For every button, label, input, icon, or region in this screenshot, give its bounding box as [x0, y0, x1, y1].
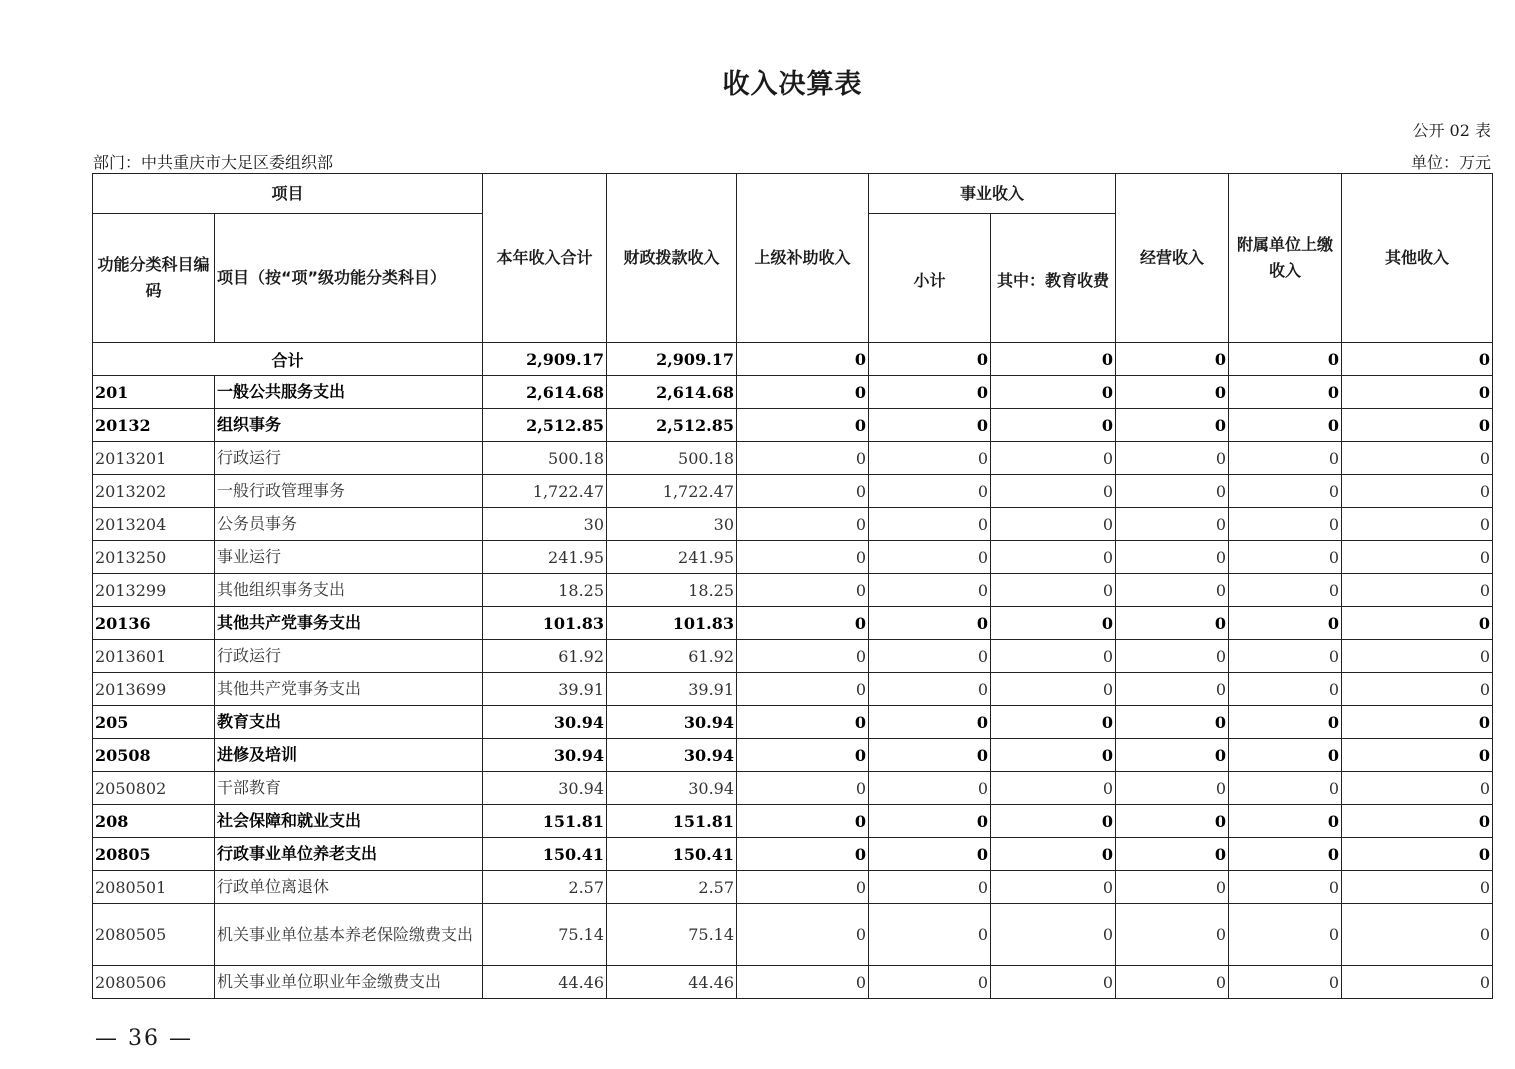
unit-label: 单位：万元: [1410, 153, 1491, 172]
total-value: 2,909.17: [607, 343, 737, 376]
row-value: 0: [869, 673, 991, 706]
row-value: 0: [1229, 574, 1342, 607]
row-name: 教育支出: [215, 706, 483, 739]
row-value: 0: [1229, 706, 1342, 739]
table-row: [93, 772, 1493, 805]
row-value: 0: [737, 772, 869, 805]
row-value: 0: [1229, 541, 1342, 574]
row-value: 241.95: [607, 541, 737, 574]
row-value: 0: [737, 640, 869, 673]
row-value: 0: [1229, 673, 1342, 706]
row-name: 其他共产党事务支出: [215, 673, 483, 706]
department-label: 部门：中共重庆市大足区委组织部: [93, 153, 334, 172]
row-value: 0: [737, 706, 869, 739]
header-fiscal: 财政拨款收入: [607, 174, 737, 343]
row-value: 0: [737, 376, 869, 409]
row-value: 151.81: [607, 805, 737, 838]
table-row: [93, 607, 1493, 640]
header-business: 事业收入: [869, 174, 1116, 214]
table-row: [93, 904, 1493, 966]
table-row: [93, 805, 1493, 838]
row-code: 20508: [93, 739, 215, 772]
header-superior: 上级补助收入: [737, 174, 869, 343]
row-value: 0: [1229, 904, 1342, 966]
row-value: 0: [1342, 475, 1493, 508]
row-value: 0: [1342, 706, 1493, 739]
header-operating: 经营收入: [1116, 174, 1229, 343]
row-value: 0: [1342, 541, 1493, 574]
row-value: 18.25: [607, 574, 737, 607]
row-value: 0: [737, 739, 869, 772]
row-value: 0: [869, 574, 991, 607]
row-value: 0: [1342, 574, 1493, 607]
row-value: 0: [869, 442, 991, 475]
row-value: 500.18: [607, 442, 737, 475]
table-row: [93, 574, 1493, 607]
row-value: 0: [737, 805, 869, 838]
table-row: [93, 541, 1493, 574]
row-value: 0: [991, 739, 1116, 772]
income-table: [92, 173, 1493, 999]
row-value: 30.94: [607, 706, 737, 739]
row-value: 150.41: [483, 838, 607, 871]
row-name: 行政运行: [215, 640, 483, 673]
row-value: 0: [737, 409, 869, 442]
row-value: 0: [1229, 966, 1342, 999]
row-code: 20805: [93, 838, 215, 871]
row-value: 0: [1116, 574, 1229, 607]
row-value: 0: [1116, 966, 1229, 999]
total-value: 0: [869, 343, 991, 376]
row-code: 2080501: [93, 871, 215, 904]
row-name: 一般行政管理事务: [215, 475, 483, 508]
row-value: 241.95: [483, 541, 607, 574]
row-code: 2080505: [93, 904, 215, 966]
row-value: 0: [1116, 673, 1229, 706]
row-value: 0: [737, 475, 869, 508]
row-value: 0: [991, 409, 1116, 442]
row-value: 0: [991, 574, 1116, 607]
page-title: 收入决算表: [722, 69, 863, 100]
row-value: 30.94: [483, 706, 607, 739]
row-value: 151.81: [483, 805, 607, 838]
table-row: [93, 409, 1493, 442]
row-value: 0: [991, 673, 1116, 706]
row-value: 0: [991, 475, 1116, 508]
row-value: 0: [1229, 772, 1342, 805]
row-value: 2,512.85: [607, 409, 737, 442]
row-value: 44.46: [607, 966, 737, 999]
row-value: 44.46: [483, 966, 607, 999]
row-code: 20132: [93, 409, 215, 442]
row-name: 行政单位离退休: [215, 871, 483, 904]
row-value: 2,614.68: [483, 376, 607, 409]
row-value: 0: [1116, 706, 1229, 739]
row-value: 0: [1229, 838, 1342, 871]
header-education: 其中：教育收费: [991, 214, 1116, 343]
row-value: 0: [991, 966, 1116, 999]
row-value: 30: [483, 508, 607, 541]
row-code: 2080506: [93, 966, 215, 999]
row-name: 一般公共服务支出: [215, 376, 483, 409]
row-value: 0: [1229, 871, 1342, 904]
row-value: 75.14: [483, 904, 607, 966]
row-name: 事业运行: [215, 541, 483, 574]
row-value: 0: [1229, 640, 1342, 673]
row-name: 干部教育: [215, 772, 483, 805]
row-value: 0: [1342, 904, 1493, 966]
table-row: [93, 838, 1493, 871]
row-name: 其他共产党事务支出: [215, 607, 483, 640]
row-value: 0: [869, 640, 991, 673]
row-value: 150.41: [607, 838, 737, 871]
total-value: 0: [991, 343, 1116, 376]
row-value: 0: [1116, 772, 1229, 805]
row-value: 2.57: [483, 871, 607, 904]
row-value: 0: [991, 607, 1116, 640]
table-row: [93, 673, 1493, 706]
row-value: 0: [1342, 508, 1493, 541]
header-project: 项目: [93, 174, 483, 214]
row-value: 0: [869, 966, 991, 999]
header-name: 项目（按“项”级功能分类科目）: [215, 214, 483, 343]
row-value: 30.94: [483, 739, 607, 772]
row-value: 0: [869, 475, 991, 508]
row-value: 0: [1116, 871, 1229, 904]
total-value: 0: [1116, 343, 1229, 376]
row-code: 2013699: [93, 673, 215, 706]
table-row: [93, 475, 1493, 508]
row-value: 0: [869, 904, 991, 966]
row-value: 0: [1342, 871, 1493, 904]
row-value: 0: [1342, 607, 1493, 640]
table-number: 公开 02 表: [1412, 121, 1491, 140]
row-value: 39.91: [483, 673, 607, 706]
row-value: 18.25: [483, 574, 607, 607]
row-name: 机关事业单位职业年金缴费支出: [215, 966, 483, 999]
row-code: 2013250: [93, 541, 215, 574]
row-value: 0: [1116, 838, 1229, 871]
row-code: 201: [93, 376, 215, 409]
row-value: 0: [869, 541, 991, 574]
row-value: 0: [737, 673, 869, 706]
table-row: [93, 871, 1493, 904]
row-value: 0: [1116, 805, 1229, 838]
row-value: 0: [991, 772, 1116, 805]
row-code: 2050802: [93, 772, 215, 805]
row-value: 0: [1229, 805, 1342, 838]
row-value: 0: [1342, 409, 1493, 442]
row-name: 行政运行: [215, 442, 483, 475]
row-value: 0: [991, 442, 1116, 475]
row-value: 0: [869, 607, 991, 640]
header-subtotal: 小计: [869, 214, 991, 343]
row-value: 0: [1229, 508, 1342, 541]
row-name: 社会保障和就业支出: [215, 805, 483, 838]
row-value: 61.92: [483, 640, 607, 673]
row-name: 其他组织事务支出: [215, 574, 483, 607]
row-value: 0: [869, 508, 991, 541]
row-value: 0: [1116, 508, 1229, 541]
row-value: 61.92: [607, 640, 737, 673]
row-code: 20136: [93, 607, 215, 640]
total-row: [93, 343, 1493, 376]
row-value: 0: [869, 772, 991, 805]
row-value: 75.14: [607, 904, 737, 966]
row-value: 0: [869, 376, 991, 409]
row-value: 0: [869, 805, 991, 838]
row-code: 2013601: [93, 640, 215, 673]
header-total: 本年收入合计: [483, 174, 607, 343]
row-value: 0: [737, 442, 869, 475]
row-name: 进修及培训: [215, 739, 483, 772]
row-code: 2013202: [93, 475, 215, 508]
row-value: 0: [1116, 376, 1229, 409]
row-value: 0: [1229, 475, 1342, 508]
row-value: 0: [1342, 838, 1493, 871]
table-row: [93, 508, 1493, 541]
row-value: 2,614.68: [607, 376, 737, 409]
row-code: 2013204: [93, 508, 215, 541]
row-code: 205: [93, 706, 215, 739]
row-value: 0: [869, 706, 991, 739]
header-other: 其他收入: [1342, 174, 1493, 343]
row-value: 0: [737, 838, 869, 871]
row-value: 0: [1342, 376, 1493, 409]
row-value: 0: [737, 966, 869, 999]
row-value: 0: [991, 640, 1116, 673]
row-value: 0: [1229, 409, 1342, 442]
row-value: 500.18: [483, 442, 607, 475]
total-value: 2,909.17: [483, 343, 607, 376]
total-label: 合计: [93, 343, 483, 376]
row-code: 2013201: [93, 442, 215, 475]
row-value: 0: [991, 706, 1116, 739]
total-value: 0: [1229, 343, 1342, 376]
table-row: [93, 640, 1493, 673]
row-value: 0: [1116, 640, 1229, 673]
row-value: 0: [1116, 739, 1229, 772]
row-value: 0: [869, 838, 991, 871]
row-value: 0: [1229, 607, 1342, 640]
total-value: 0: [737, 343, 869, 376]
row-value: 1,722.47: [483, 475, 607, 508]
row-value: 0: [1342, 442, 1493, 475]
row-value: 0: [991, 541, 1116, 574]
row-value: 0: [991, 904, 1116, 966]
row-value: 0: [1229, 442, 1342, 475]
row-value: 0: [1229, 376, 1342, 409]
row-value: 0: [991, 838, 1116, 871]
row-code: 2013299: [93, 574, 215, 607]
row-value: 0: [869, 871, 991, 904]
row-value: 0: [1342, 739, 1493, 772]
row-value: 0: [869, 739, 991, 772]
row-value: 0: [1342, 966, 1493, 999]
row-value: 0: [1342, 805, 1493, 838]
total-value: 0: [1342, 343, 1493, 376]
row-value: 0: [737, 904, 869, 966]
row-value: 0: [1116, 541, 1229, 574]
row-value: 0: [737, 607, 869, 640]
row-value: 30.94: [607, 772, 737, 805]
row-value: 0: [1229, 739, 1342, 772]
table-row: [93, 706, 1493, 739]
table-row: [93, 376, 1493, 409]
row-value: 0: [1342, 673, 1493, 706]
row-name: 组织事务: [215, 409, 483, 442]
row-name: 行政事业单位养老支出: [215, 838, 483, 871]
row-value: 0: [991, 805, 1116, 838]
table-row: [93, 442, 1493, 475]
row-value: 0: [737, 574, 869, 607]
table-row: [93, 739, 1493, 772]
row-value: 0: [1116, 904, 1229, 966]
row-value: 2,512.85: [483, 409, 607, 442]
row-name: 公务员事务: [215, 508, 483, 541]
row-value: 0: [737, 871, 869, 904]
row-value: 101.83: [607, 607, 737, 640]
header-affiliated: 附属单位上缴收入: [1229, 174, 1342, 343]
row-value: 30.94: [483, 772, 607, 805]
row-value: 0: [1116, 607, 1229, 640]
row-value: 0: [869, 409, 991, 442]
row-value: 2.57: [607, 871, 737, 904]
row-value: 1,722.47: [607, 475, 737, 508]
row-value: 0: [991, 376, 1116, 409]
row-name: 机关事业单位基本养老保险缴费支出: [215, 904, 483, 966]
row-value: 0: [991, 508, 1116, 541]
table-row: [93, 966, 1493, 999]
row-code: 208: [93, 805, 215, 838]
row-value: 101.83: [483, 607, 607, 640]
row-value: 30: [607, 508, 737, 541]
row-value: 0: [1116, 442, 1229, 475]
row-value: 0: [737, 541, 869, 574]
row-value: 30.94: [607, 739, 737, 772]
row-value: 0: [737, 508, 869, 541]
header-code: 功能分类科目编码: [93, 214, 215, 343]
row-value: 0: [1116, 409, 1229, 442]
row-value: 39.91: [607, 673, 737, 706]
row-value: 0: [1342, 772, 1493, 805]
row-value: 0: [1116, 475, 1229, 508]
row-value: 0: [991, 871, 1116, 904]
page-number: — 36 —: [95, 1026, 193, 1051]
row-value: 0: [1342, 640, 1493, 673]
